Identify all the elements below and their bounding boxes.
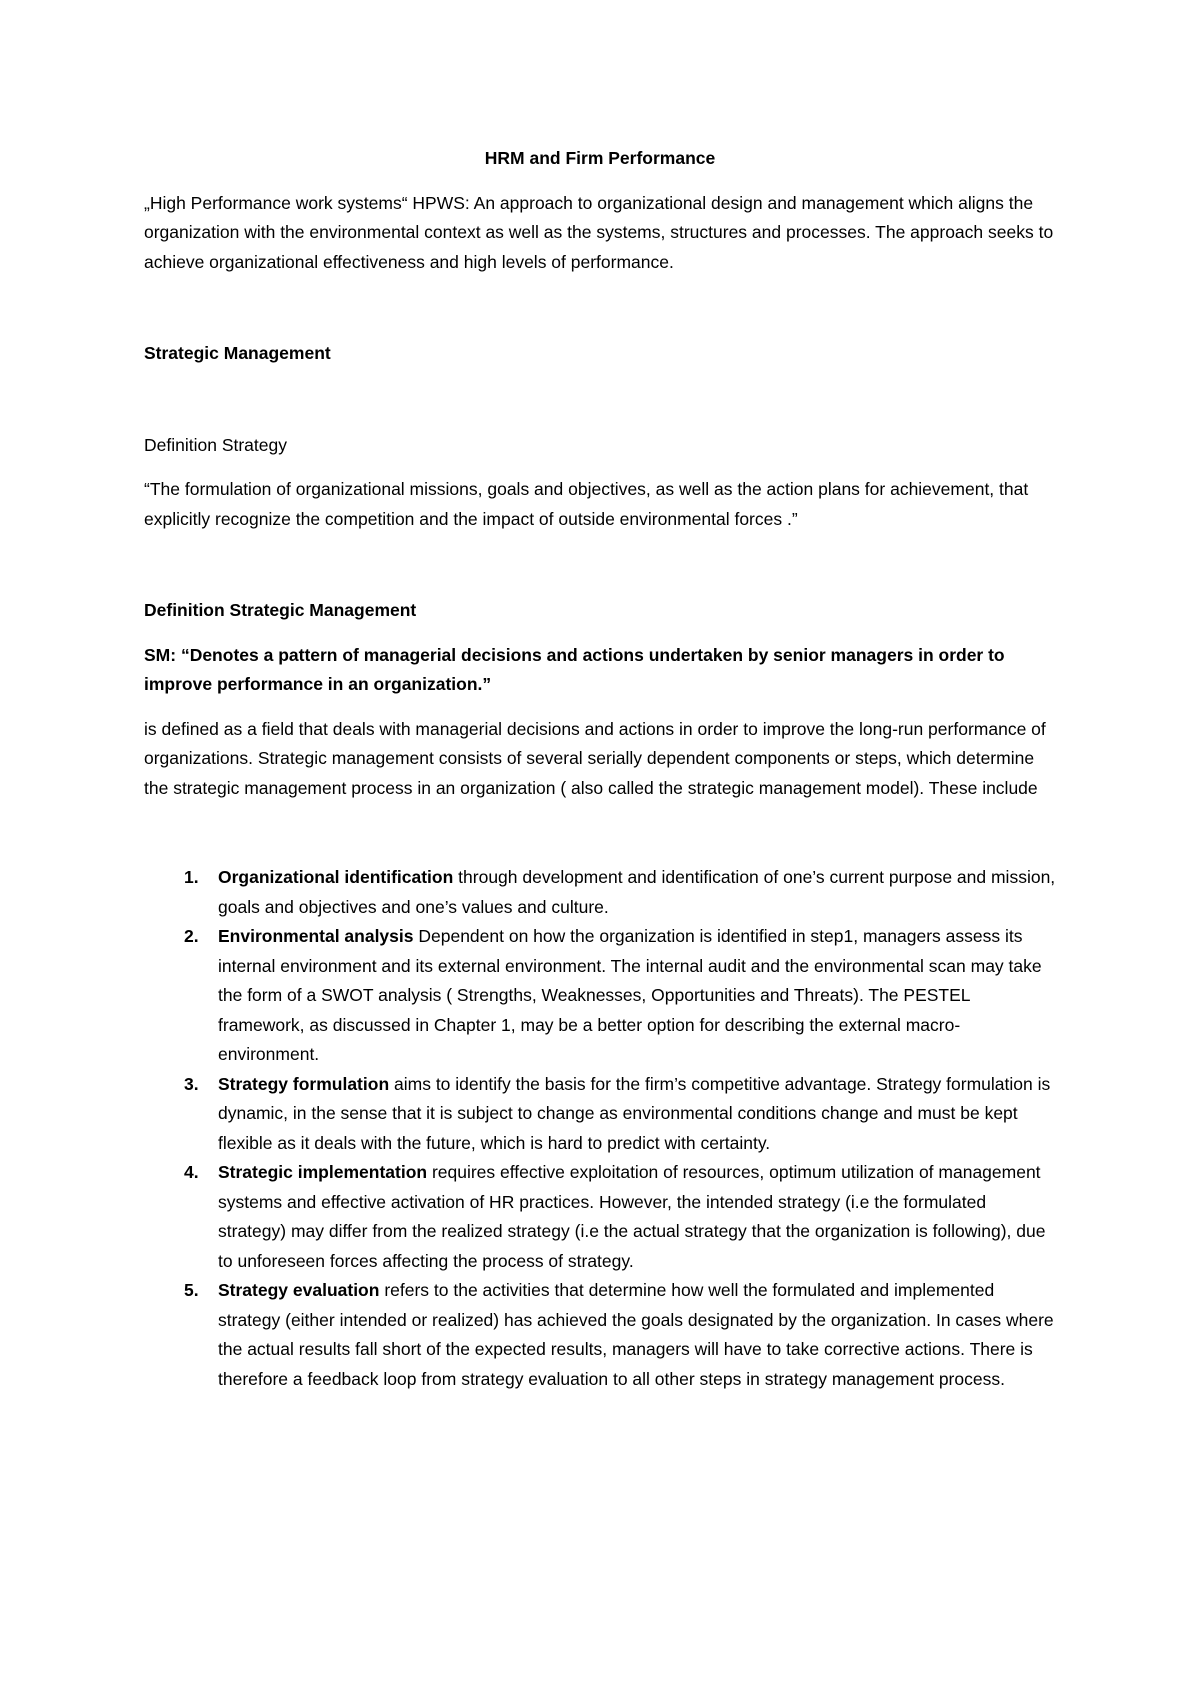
- step-term: Organizational identification: [218, 867, 454, 887]
- steps-list: [144, 863, 1056, 1394]
- definition-sm-label: Definition Strategic Management: [144, 600, 417, 620]
- step-term: Strategy evaluation: [218, 1280, 380, 1300]
- step-number: 1.: [184, 867, 199, 887]
- document-title: HRM and Firm Performance: [484, 148, 716, 168]
- step-term: Strategy formulation: [218, 1073, 390, 1094]
- strategic-management-heading: Strategic Management: [144, 343, 331, 363]
- step-text: Dependent on how the organization is identified in step1, managers assess its internal environment and its external environment. The internal audit and the environmental scan may take the form of a SWOT analysis ( Strengths, Weaknesses, Opportunities and Threats). The PESTEL framework, as discussed in Chapter 1, may be a better option for describing the external macro-environment.: [218, 926, 1042, 1064]
- list-item: [184, 863, 1056, 922]
- list-item: [184, 922, 1056, 1070]
- definition-strategy-label: Definition Strategy: [144, 434, 287, 455]
- step-term: Environmental analysis: [218, 926, 414, 946]
- step-number: 4.: [184, 1162, 199, 1182]
- list-item: [184, 1276, 1056, 1394]
- sm-definition-body: is defined as a field that deals with managerial decisions and actions in order to improve the long-run performance of organizations. Strategic management consists of several serially dependent components or steps, which determine the strategic management process in an organization ( also called the strategic management model). These include: [144, 718, 1046, 798]
- step-number: 2.: [184, 926, 199, 946]
- list-item: [184, 1070, 1056, 1159]
- step-text: aims to identify the basis for the firm’s competitive advantage. Strategy formulation is dynamic, in the sense that it is subject to change as environmental conditions change and must be kept flexible as it deals with the future, which is hard to predict with certainty.: [218, 1073, 1051, 1153]
- step-text: requires effective exploitation of resources, optimum utilization of management systems and effective activation of HR practices. However, the intended strategy (i.e the formulated strategy) may differ from the realized strategy (i.e the actual strategy that the organization is following), due to unforeseen forces affecting the process of strategy.: [218, 1162, 1046, 1271]
- step-number: 5.: [184, 1280, 199, 1300]
- step-term: Strategic implementation: [218, 1162, 428, 1182]
- intro-paragraph: „High Performance work systems“ HPWS: An approach to organizational design and management which aligns the organization with the environmental context as well as the systems, structures and processes. The approach seeks to achieve organizational effectiveness and high levels of performance.: [144, 192, 1054, 272]
- document-content: [144, 144, 1056, 1394]
- step-number: 3.: [184, 1073, 199, 1094]
- sm-definition-quote: SM: “Denotes a pattern of managerial decisions and actions undertaken by senior managers in order to improve performance in an organization.”: [144, 644, 1005, 694]
- definition-strategy-quote: “The formulation of organizational missions, goals and objectives, as well as the action plans for achievement, that explicitly recognize the competition and the impact of outside environmental forces .”: [144, 479, 1029, 529]
- step-text: through development and identification of one’s current purpose and mission, goals and objectives and one’s values and culture.: [218, 867, 1056, 917]
- step-text: refers to the activities that determine how well the formulated and implemented strategy (either intended or realized) has achieved the goals designated by the organization. In cases where the actual results fall short of the expected results, managers will have to take corrective actions. There is therefore a feedback loop from strategy evaluation to all other steps in strategy management process.: [218, 1280, 1054, 1389]
- list-item: [184, 1158, 1056, 1276]
